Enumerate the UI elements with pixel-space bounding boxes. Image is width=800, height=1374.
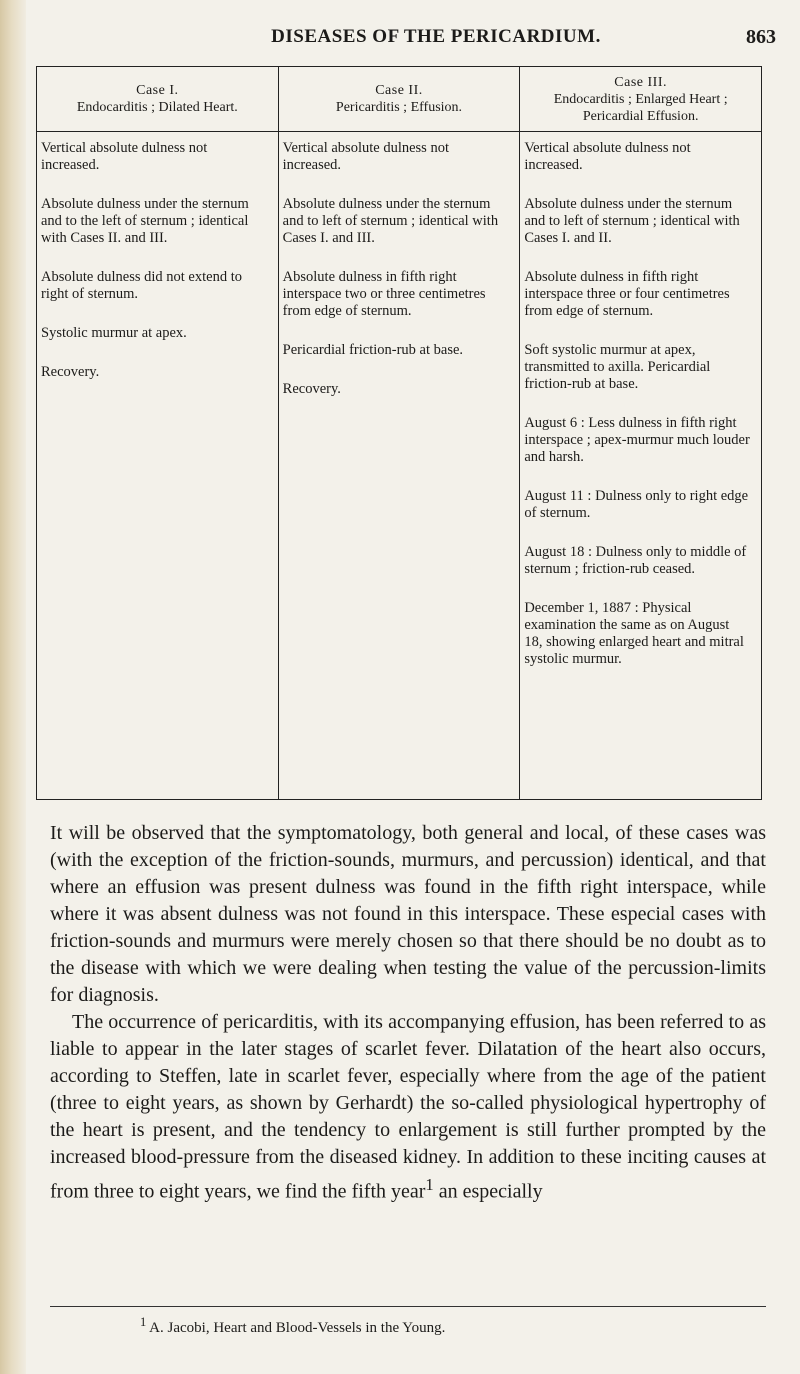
- case-1-entry: Absolute dulness did not extend to right of sternum.: [41, 269, 242, 302]
- case-3-entry: Soft systolic murmur at apex, transmitted to axilla. Pericardial friction-rub at base.: [524, 342, 711, 392]
- case-1-entry: Vertical absolute dulness not increased.: [41, 140, 208, 173]
- case-3-entry: August 6 : Less dulness in fifth right interspace ; apex-murmur much louder and harsh.: [524, 415, 750, 465]
- footnote-ref[interactable]: 1: [425, 1175, 434, 1194]
- case-3-header: [520, 67, 762, 132]
- case-2-entry: Pericardial friction-rub at base.: [282, 342, 464, 358]
- footnote-text: A. Jacobi, Heart and Blood-Vessels in the Young.: [146, 1320, 446, 1336]
- footnote-marker: 1: [140, 1315, 147, 1329]
- case-2-entry: Absolute dulness in fifth right interspace two or three centimetres from edge of sternum.: [282, 269, 486, 319]
- case-3-entry: Absolute dulness in fifth right interspace three or four centimetres from edge of sternum.: [524, 269, 730, 319]
- case-3-entry: August 18 : Dulness only to middle of sternum ; friction-rub ceased.: [524, 544, 747, 577]
- case-3-title: Endocarditis ; Enlarged Heart ; Pericardial Effusion.: [553, 91, 728, 124]
- page-number: 863: [746, 26, 776, 48]
- case-3-column: [520, 132, 762, 800]
- case-3-number: Case III.: [614, 74, 667, 90]
- case-2-entry: Absolute dulness under the sternum and to left of sternum ; identical with Cases I. and III.: [282, 196, 499, 246]
- case-1-column: [37, 132, 279, 800]
- case-3-entry: Vertical absolute dulness not increased.: [524, 140, 691, 173]
- case-1-title: Endocarditis ; Dilated Heart.: [76, 100, 238, 115]
- footnote: [140, 1315, 445, 1337]
- case-comparison-table: [36, 66, 762, 800]
- body-text: [50, 820, 766, 1206]
- paragraph-2-main: The occurrence of pericarditis, with its accompanying effusion, has been referred to as liable to appear in the later stages of scarlet fever. Dilatation of the heart also occurs, according to Steffen, late in scarlet fever, especially where from the age of the patient (three to eight years, as shown by Gerhardt) the so-called physiological hypertrophy of the heart is present, and the tendency to enlargement is still further prompted by the increased blood-pressure from the diseased kidney. In addition to these inciting causes at from three to eight years, we find the fifth year: [50, 1011, 766, 1203]
- page-spine-edge: [0, 0, 26, 1374]
- case-2-entry: Vertical absolute dulness not increased.: [282, 140, 449, 173]
- case-1-header: [37, 67, 279, 132]
- case-3-entry: Absolute dulness under the sternum and to left of sternum ; identical with Cases I. and II.: [524, 196, 740, 246]
- case-2-column: [278, 132, 520, 800]
- case-2-number: Case II.: [375, 83, 423, 98]
- case-2-title: Pericarditis ; Effusion.: [335, 100, 463, 115]
- paragraph-2: [50, 1009, 766, 1206]
- case-2-entry: Recovery.: [282, 381, 341, 397]
- case-2-header: [278, 67, 520, 132]
- table-header-row: [37, 67, 762, 132]
- case-1-number: Case I.: [136, 83, 179, 98]
- running-title: DISEASES OF THE PERICARDIUM.: [271, 26, 601, 47]
- case-1-entry: Systolic murmur at apex.: [41, 325, 187, 341]
- table-body-row: [37, 132, 762, 800]
- paragraph-1: It will be observed that the symptomatology, both general and local, of these cases was (with the exception of the friction-sounds, murmurs, and percussion) identical, and that where an effusion was present dulness was found in the fifth right interspace, while where it was absent dulness was not found in this interspace. These especial cases with friction-sounds and murmurs were merely chosen so that there should be no doubt as to the disease with which we were dealing when testing the value of the percussion-limits for diagnosis.: [50, 822, 766, 1006]
- running-header: [96, 26, 776, 56]
- case-1-entry: Absolute dulness under the sternum and to the left of sternum ; identical with Cases II. and III.: [41, 196, 249, 246]
- case-3-entry: August 11 : Dulness only to right edge of sternum.: [524, 488, 749, 521]
- case-1-entry: Recovery.: [41, 364, 100, 380]
- case-3-entry: December 1, 1887 : Physical examination the same as on August 18, showing enlarged heart and mitral systolic murmur.: [524, 600, 744, 667]
- footnote-divider: [50, 1306, 766, 1307]
- paragraph-2-tail: an especially: [433, 1180, 543, 1203]
